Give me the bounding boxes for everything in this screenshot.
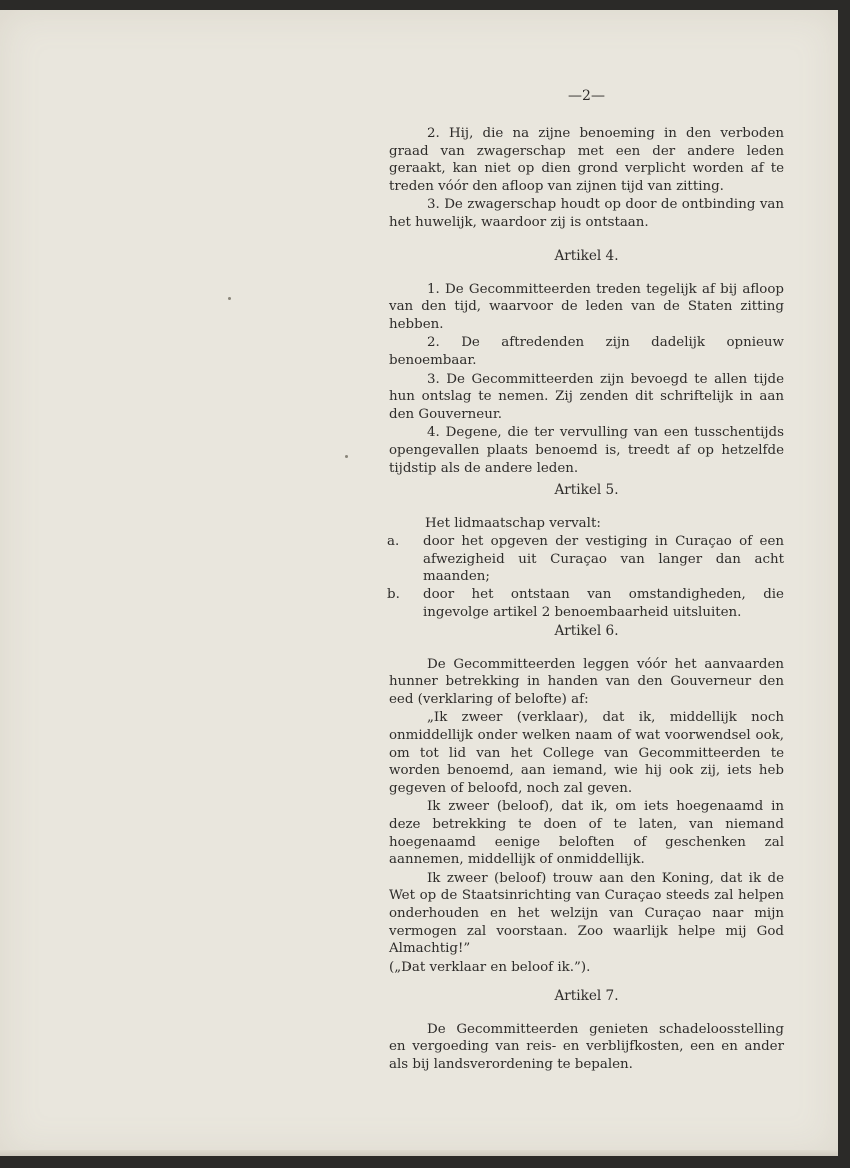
article-5 bbox=[389, 482, 784, 621]
paragraph: De Gecommitteerden genieten schadeloosstelling en vergoeding van reis- en verblijfkosten, een en ander als bij landsverordening te bepalen. bbox=[389, 1021, 784, 1072]
paragraph: 2. Hij, die na zijne benoeming in den verboden graad van zwagerschap met een der andere leden geraakt, kan niet op dien grond verplicht worden af te treden vóór den afloop van zijnen tijd van zitting. bbox=[389, 126, 784, 194]
article-7 bbox=[389, 988, 784, 1074]
paragraph: 3. De zwagerschap houdt op door de ontbinding van het huwelijk, waardoor zij is ontstaan. bbox=[389, 197, 784, 230]
list-item bbox=[389, 533, 784, 586]
article-6 bbox=[389, 623, 784, 977]
list-item bbox=[389, 586, 784, 621]
paragraph: Het lidmaatschap vervalt: bbox=[425, 515, 601, 531]
page-number: —2— bbox=[568, 88, 605, 104]
paragraph: („Dat verklaar en beloof ik.”). bbox=[389, 959, 591, 975]
article-4 bbox=[389, 248, 784, 478]
body-text bbox=[389, 125, 784, 233]
paragraph: 4. Degene, die ter vervulling van een tusschentijds opengevallen plaats benoemd is, treedt af op hetzelfde tijdstip als de andere leden. bbox=[389, 425, 784, 476]
paragraph: 3. De Gecommitteerden zijn bevoegd te allen tijde hun ontslag te nemen. Zij zenden dit schriftelijk in aan den Gouverneur. bbox=[389, 371, 784, 422]
paper-speck bbox=[345, 455, 348, 458]
paragraph: „Ik zweer (verklaar), dat ik, middellijk noch onmiddellijk onder welken naam of wat voorwendsel ook, om tot lid van het College van Gecommitteerden te worden benoemd, aan iemand, wie hij ook zij, iets heb gegeven of beloofd, noch zal geven. bbox=[389, 710, 784, 796]
article-heading: Artikel 7. bbox=[554, 988, 619, 1004]
paragraph: De Gecommitteerden leggen vóór het aanvaarden hunner betrekking in handen van den Gouverneur den eed (verklaring of belofte) af: bbox=[389, 656, 784, 707]
paragraph: Ik zweer (beloof) trouw aan den Koning, dat ik de Wet op de Staatsinrichting van Curaçao steeds zal helpen onderhouden en het welzijn van Curaçao naar mijn vermogen zal voorstaan. Zoo waarlijk helpe mij God Almachtig!” bbox=[389, 870, 784, 957]
article-heading: Artikel 6. bbox=[554, 623, 619, 639]
paragraph: 1. De Gecommitteerden treden tegelijk af bij afloop van den tijd, waarvoor de leden van de Staten zitting hebben. bbox=[389, 281, 784, 332]
paragraph: 2. De aftredenden zijn dadelijk opnieuw benoembaar. bbox=[389, 335, 784, 368]
paper-speck bbox=[228, 297, 231, 300]
list-text: door het ontstaan van omstandigheden, die ingevolge artikel 2 benoembaarheid uitsluiten. bbox=[423, 586, 784, 620]
list-text: door het opgeven der vestiging in Curaçao of een afwezigheid uit Curaçao van langer dan acht maanden; bbox=[423, 534, 784, 585]
paragraph: Ik zweer (beloof), dat ik, om iets hoegenaamd in deze betrekking te doen of te laten, van niemand hoegenaamd eenige beloften of geschenken zal aannemen, middellijk of onmiddellijk. bbox=[389, 799, 784, 868]
list-label: a. bbox=[387, 534, 400, 550]
article-heading: Artikel 4. bbox=[554, 248, 619, 264]
list-label: b. bbox=[387, 586, 400, 602]
article-heading: Artikel 5. bbox=[554, 482, 619, 498]
